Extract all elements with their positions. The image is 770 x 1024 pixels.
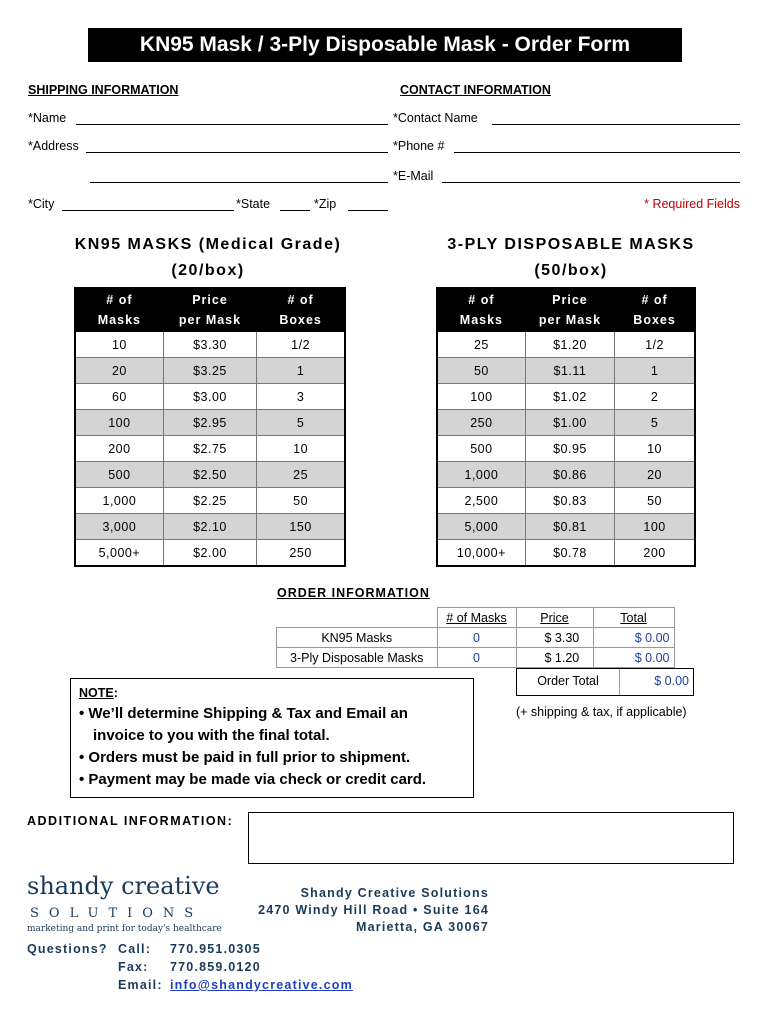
ply3-price-table [436, 287, 696, 567]
email-label: *E-Mail [393, 169, 434, 183]
required-fields-note: * Required Fields [644, 197, 740, 211]
table-row: 10,000+ $0.78 200 [437, 540, 695, 567]
call-number: 770.951.0305 [170, 942, 261, 956]
ply3-col-price: Price per Mask [525, 288, 614, 332]
order-col-masks: # of Masks [437, 608, 516, 628]
additional-info-label: ADDITIONAL INFORMATION: [27, 814, 234, 828]
state-label: *State [236, 197, 271, 211]
phone-field[interactable] [454, 152, 740, 153]
table-row: 100 $2.95 5 [75, 410, 345, 436]
address-field[interactable] [86, 152, 388, 153]
contact-heading: CONTACT INFORMATION [400, 83, 551, 97]
phone-label: *Phone # [393, 139, 445, 153]
note-box [70, 678, 474, 798]
logo-text: shandy creative [27, 872, 220, 900]
table-row: 1,000 $2.25 50 [75, 488, 345, 514]
kn95-order-price: $ 3.30 [516, 628, 593, 648]
logo-subtext: SOLUTIONS [30, 906, 204, 921]
table-row: 500 $0.95 10 [437, 436, 695, 462]
kn95-col-price: Price per Mask [163, 288, 256, 332]
kn95-price-table [74, 287, 346, 567]
table-row: 1,000 $0.86 20 [437, 462, 695, 488]
table-row: 500 $2.50 25 [75, 462, 345, 488]
contact-name-field[interactable] [492, 124, 740, 125]
kn95-col-masks: # of Masks [75, 288, 163, 332]
name-field[interactable] [76, 124, 388, 125]
fax-label: Fax: [118, 960, 149, 974]
ply3-title [404, 232, 738, 284]
zip-label: *Zip [314, 197, 337, 211]
ply3-col-masks: # of Masks [437, 288, 525, 332]
kn95-title-line1: KN95 MASKS (Medical Grade) [74, 236, 342, 253]
name-label: *Name [28, 111, 67, 125]
kn95-qty-input[interactable]: 0 [437, 628, 516, 648]
city-field[interactable] [62, 210, 234, 211]
city-label: *City [28, 197, 55, 211]
email-link-wrap [170, 978, 353, 992]
order-total-value: $ 0.00 [654, 674, 689, 688]
shipping-heading: SHIPPING INFORMATION [28, 83, 179, 97]
table-row: 100 $1.02 2 [437, 384, 695, 410]
note-item: • Payment may be made via check or credit card. [79, 771, 427, 788]
fax-number: 770.859.0120 [170, 960, 261, 974]
address-line2-field[interactable] [90, 182, 388, 183]
order-total-label: Order Total [537, 674, 599, 688]
ply3-title-line1: 3-PLY DISPOSABLE MASKS [447, 236, 695, 253]
email-field[interactable] [442, 182, 740, 183]
logo-tagline: marketing and print for today's healthcare [27, 924, 222, 934]
kn95-title [40, 232, 376, 284]
table-row: 20 $3.25 1 [75, 358, 345, 384]
email-contact-label: Email: [118, 978, 163, 992]
ply3-order-total: $ 0.00 [593, 648, 674, 668]
company-address-line2: Marietta, GA 30067 [356, 920, 489, 934]
table-row: 10 $3.30 1/2 [75, 332, 345, 358]
email-link[interactable]: info@shandycreative.com [170, 978, 353, 992]
table-row [277, 648, 675, 668]
call-label: Call: [118, 942, 152, 956]
note-title: NOTE: [79, 686, 118, 700]
table-row: 250 $1.00 5 [437, 410, 695, 436]
order-col-price: Price [516, 608, 593, 628]
table-row: 3,000 $2.10 150 [75, 514, 345, 540]
shipping-tax-note: (+ shipping & tax, if applicable) [516, 705, 687, 719]
order-table [276, 607, 675, 668]
order-row-ply3-label: 3-Ply Disposable Masks [277, 648, 438, 668]
state-field[interactable] [280, 210, 310, 211]
note-item: • Orders must be paid in full prior to shipment. [79, 749, 411, 766]
ply3-qty-input[interactable]: 0 [437, 648, 516, 668]
kn95-col-boxes: # of Boxes [257, 288, 345, 332]
table-row: 25 $1.20 1/2 [437, 332, 695, 358]
questions-label: Questions? [27, 942, 108, 956]
company-address [258, 885, 489, 936]
table-row: 2,500 $0.83 50 [437, 488, 695, 514]
table-row: 50 $1.11 1 [437, 358, 695, 384]
table-row: 5,000 $0.81 100 [437, 514, 695, 540]
form-title: KN95 Mask / 3-Ply Disposable Mask - Order Form [88, 28, 682, 62]
ply3-col-boxes: # of Boxes [615, 288, 695, 332]
order-total-box [516, 668, 694, 696]
note-item: • We’ll determine Shipping & Tax and Email an [79, 705, 408, 722]
table-row: 60 $3.00 3 [75, 384, 345, 410]
company-address-line1: 2470 Windy Hill Road • Suite 164 [258, 903, 489, 917]
company-name: Shandy Creative Solutions [300, 886, 489, 900]
table-row [277, 628, 675, 648]
order-row-kn95-label: KN95 Masks [277, 628, 438, 648]
contact-name-label: *Contact Name [393, 111, 478, 125]
ply3-order-price: $ 1.20 [516, 648, 593, 668]
kn95-title-line2: (20/box) [171, 262, 245, 279]
order-heading: ORDER INFORMATION [277, 586, 430, 600]
address-label: *Address [28, 139, 79, 153]
table-row: 5,000+ $2.00 250 [75, 540, 345, 567]
ply3-title-line2: (50/box) [534, 262, 608, 279]
zip-field[interactable] [348, 210, 388, 211]
additional-info-field[interactable] [248, 812, 734, 864]
note-item-continued: invoice to you with the final total. [93, 727, 330, 744]
kn95-order-total: $ 0.00 [593, 628, 674, 648]
table-row: 200 $2.75 10 [75, 436, 345, 462]
order-col-total: Total [593, 608, 674, 628]
